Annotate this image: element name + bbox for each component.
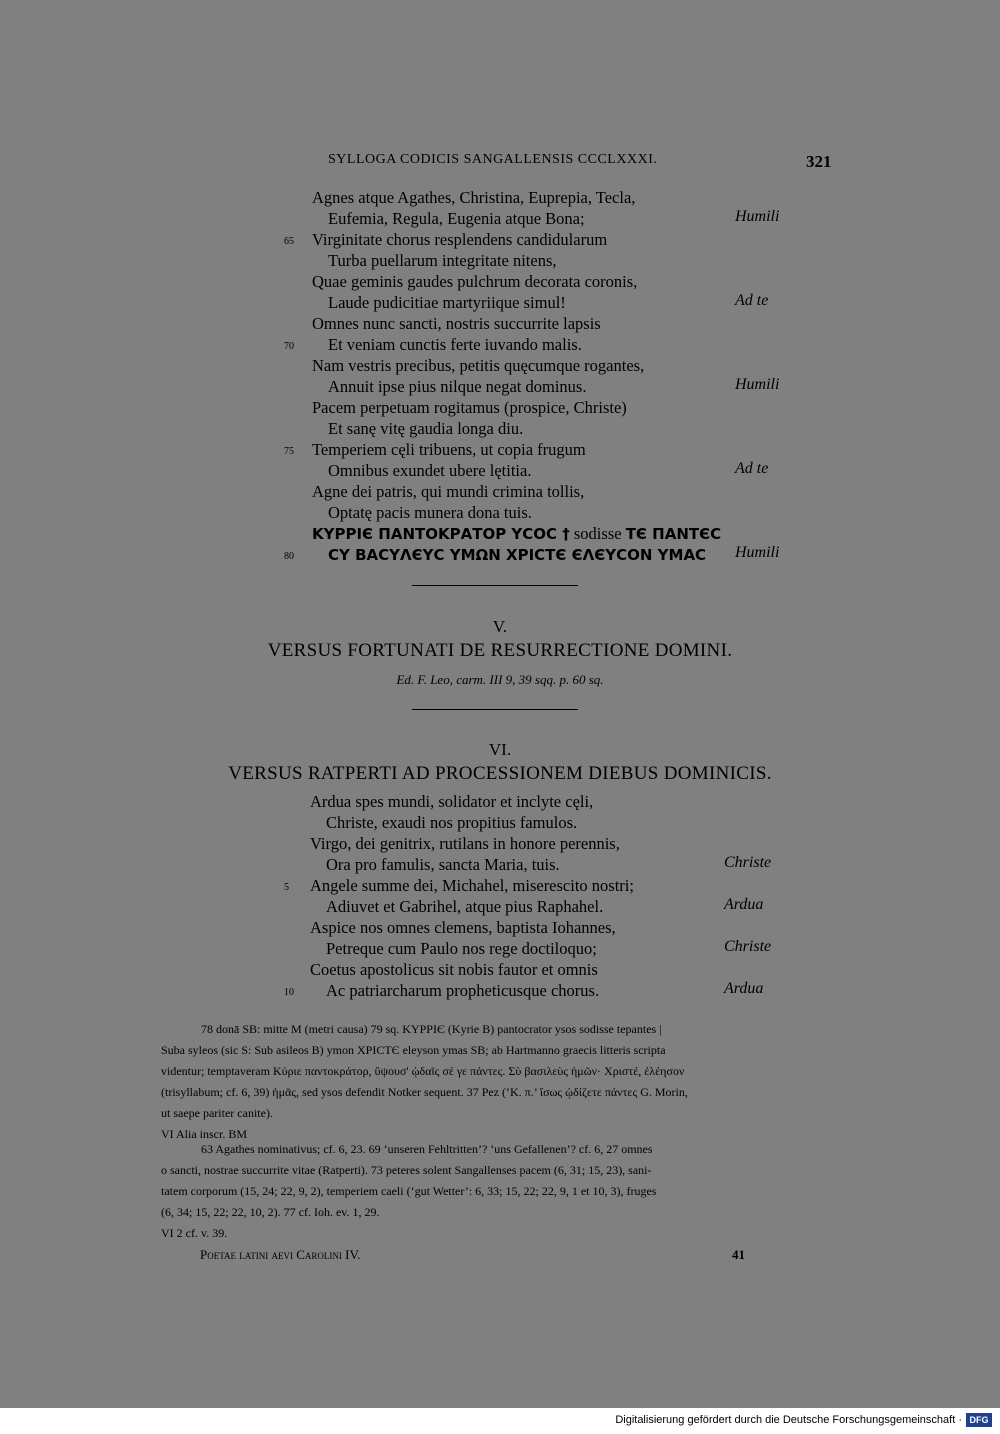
- note-line: Suba syleos (sic S: Sub asileos B) ymon ΧΡΙϹΤЄ eleyson ymas SB; ab Hartmanno graecis litteris scripta: [161, 1043, 666, 1057]
- verse-line: Christe, exaudi nos propitius famulos.: [326, 813, 578, 832]
- refrain: Humili: [735, 544, 780, 561]
- verse-line: Et sanę vitę gaudia longa diu.: [328, 419, 524, 438]
- refrain: Ardua: [724, 896, 764, 913]
- dfg-logo: DFG: [966, 1413, 992, 1427]
- verse-line: Ac patriarcharum propheticusque chorus.: [326, 981, 600, 1000]
- section-v-title: VERSUS FORTUNATI DE RESURRECTIONE DOMINI.: [267, 640, 733, 661]
- divider: [412, 709, 578, 710]
- line-number: 75: [284, 446, 294, 457]
- note-line: 78 donā SB: mitte M (metri causa) 79 sq. ΚΥΡΡΙЄ (Kyrie B) pantocrator ysos sodisse tepantes |: [201, 1022, 662, 1036]
- note-line: tatem corporum (15, 24; 22, 9, 2), temperiem caeli (‘gut Wetter’: 6, 33; 15, 22; 22, 9, 1 et 10, 3), fruges: [161, 1184, 657, 1198]
- note-line: VI 2 cf. v. 39.: [161, 1226, 228, 1240]
- verse-line: Agne dei patris, qui mundi crimina tollis,: [312, 482, 585, 501]
- verse-line: Pacem perpetuam rogitamus (prospice, Christe): [312, 398, 627, 417]
- verse-line: Eufemia, Regula, Eugenia atque Bona;: [328, 209, 585, 228]
- verse-line: Virginitate chorus resplendens candidularum: [312, 230, 608, 249]
- footer-work-title: Poetae latini aevi Carolini IV.: [200, 1247, 361, 1262]
- refrain: Christe: [724, 854, 772, 871]
- note-line: (trisyllabum; cf. 6, 39) ἡμᾶς, sed ysos defendit Notker sequent. 37 Pez (‛Κ. π.’ ἴσως ᾠδίζετε πάντες G. Morin,: [161, 1085, 688, 1099]
- verse-line: Omnibus exundet ubere lętitia.: [328, 461, 532, 480]
- verse-line: Laude pudicitiae martyriique simul!: [328, 293, 566, 312]
- verse-line: Aspice nos omnes clemens, baptista Iohannes,: [310, 918, 616, 937]
- line-number: 10: [284, 987, 294, 998]
- refrain: Humili: [735, 208, 780, 225]
- greek-text: ΤЄ ΠΑΝΤЄϹ: [625, 525, 722, 543]
- line-number: 70: [284, 341, 294, 352]
- line-number: 65: [284, 236, 294, 247]
- refrain: Ardua: [724, 980, 764, 997]
- verse-line: Ora pro famulis, sancta Maria, tuis.: [326, 855, 560, 874]
- verse-line: Ardua spes mundi, solidator et inclyte cęli,: [310, 792, 594, 811]
- line-number: 80: [284, 551, 294, 562]
- section-vi-title: VERSUS RATPERTI AD PROCESSIONEM DIEBUS DOMINICIS.: [228, 763, 772, 784]
- verse-line: Omnes nunc sancti, nostris succurrite lapsis: [312, 314, 601, 333]
- greek-line-1: [312, 523, 721, 545]
- verse-line: Turba puellarum integritate nitens,: [328, 251, 557, 270]
- note-line: 63 Agathes nominativus; cf. 6, 23. 69 ‘unseren Fehltritten’? ‘uns Gefallenen’? cf. 6, 27 omnes: [201, 1142, 653, 1156]
- greek-text: ϹΥ ΒΑϹΥΛЄΥϹ ΥΜΩΝ ΧΡΙϹΤЄ ЄΛЄΥϹΟΝ ΥΜΑϹ: [328, 546, 707, 564]
- greek-line-2: [328, 544, 706, 566]
- running-title: SYLLOGA CODICIS SANGALLENSIS CCCLXXXI.: [328, 152, 658, 167]
- verse-line: Optatę pacis munera dona tuis.: [328, 503, 532, 522]
- verse-line: Petreque cum Paulo nos rege doctiloquo;: [326, 939, 597, 958]
- greek-latin-word: sodisse: [573, 524, 622, 543]
- divider: [412, 585, 578, 586]
- refrain: Ad te: [735, 460, 769, 477]
- note-line: ut saepe pariter canite).: [161, 1106, 273, 1120]
- greek-text: ΚΥΡΡΙЄ ΠΑΝΤΟΚΡΑΤΟΡ ΥϹΟϹ †: [312, 525, 570, 543]
- verse-line: Quae geminis gaudes pulchrum decorata coronis,: [312, 272, 638, 291]
- verse-line: Annuit ipse pius nilque negat dominus.: [328, 377, 587, 396]
- note-line: (6, 34; 15, 22; 22, 10, 2). 77 cf. Ioh. ev. 1, 29.: [161, 1205, 380, 1219]
- page-number: 321: [806, 152, 832, 171]
- line-number: 5: [284, 882, 289, 893]
- refrain: Humili: [735, 376, 780, 393]
- verse-line: Adiuvet et Gabrihel, atque pius Raphahel.: [326, 897, 604, 916]
- credit-text: Digitalisierung gefördert durch die Deutsche Forschungsgemeinschaft ·: [615, 1414, 962, 1426]
- refrain: Christe: [724, 938, 772, 955]
- verse-line: Virgo, dei genitrix, rutilans in honore perennis,: [310, 834, 620, 853]
- note-line: videntur; temptaveram Κύριε παντοκράτορ, ὕψουσ' ᾠδαῖς σέ γε πάντες. Σὺ βασιλεὺς ἡμῶν· Χριστέ, ἐλέησον: [161, 1064, 685, 1078]
- note-line: VI Alia inscr. BM: [161, 1127, 247, 1141]
- verse-line: Agnes atque Agathes, Christina, Euprepia, Tecla,: [312, 188, 636, 207]
- verse-line: Temperiem cęli tribuens, ut copia frugum: [312, 440, 586, 459]
- verse-line: Nam vestris precibus, petitis quęcumque rogantes,: [312, 356, 645, 375]
- section-v-subtitle: Ed. F. Leo, carm. III 9, 39 sqq. p. 60 sq.: [396, 672, 604, 687]
- section-v-number: V.: [492, 617, 508, 636]
- verse-line: Et veniam cunctis ferte iuvando malis.: [328, 335, 582, 354]
- verse-line: Coetus apostolicus sit nobis fautor et omnis: [310, 960, 598, 979]
- note-line: o sancti, nostrae succurrite vitae (Ratperti). 73 peteres solent Sangallenses pacem (6, 31; 15, 23), sani-: [161, 1163, 652, 1177]
- section-vi-number: VI.: [488, 740, 512, 759]
- credit-bar: [0, 1408, 1000, 1434]
- footer-signature: 41: [732, 1247, 745, 1262]
- refrain: Ad te: [735, 292, 769, 309]
- verse-line: Angele summe dei, Michahel, miserescito nostri;: [310, 876, 634, 895]
